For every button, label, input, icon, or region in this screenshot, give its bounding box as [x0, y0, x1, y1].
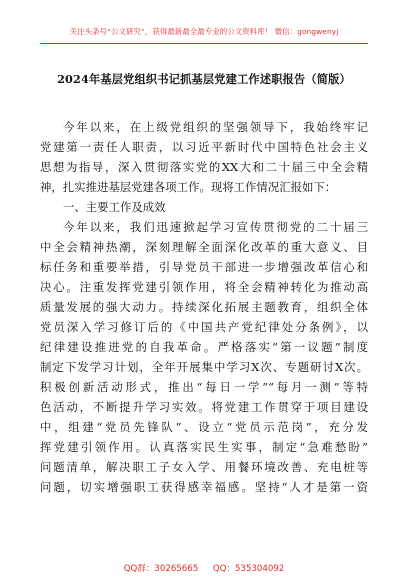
header-notice: 关注头条号“公文研究”，获得最新最全最专业的公文资料库！ 微信：gongwenyj	[69, 27, 339, 36]
header-divider	[40, 43, 368, 44]
document-title: 2024年基层党组织书记抓基层党建工作述职报告（简版）	[57, 72, 351, 86]
paragraph-line: 今年以来，在上级党组织的坚强领导下，我始终牢记	[63, 120, 368, 134]
paragraph-line: 决心。注重发挥党建引领作用，将全会精神转化为推动高	[40, 280, 368, 294]
document-body	[40, 117, 368, 497]
paragraph-line: 积极创新活动形式，推出“每日一学”“每月一测”等特	[40, 380, 368, 394]
paragraph-line: 党建第一责任人职责，以习近平新时代中国特色社会主义	[40, 140, 368, 154]
paragraph-line: 标任务和重要举措，引导党员干部进一步增强改革信心和	[40, 260, 368, 274]
paragraph-line: 问题，切实增强职工获得感幸福感。坚持“人才是第一资	[40, 480, 368, 494]
paragraph-line: 挥党建引领作用。认真落实民生实事，制定“急难愁盼”	[40, 440, 368, 454]
paragraph-line: 色活动，不断提升学习实效。将党建工作贯穿于项目建设	[40, 400, 368, 414]
footer-contact	[0, 562, 408, 574]
paragraph-line: 质量发展的强大动力。持续深化拓展主题教育，组织全体	[40, 300, 368, 314]
paragraph-line: 神，扎实推进基层党建各项工作。现将工作情况汇报如下：	[40, 180, 337, 194]
paragraph-line: 制定下发学习计划，全年开展集中学习X次、专题研讨X次。	[40, 360, 368, 374]
footer-qq-number: QQ：535304092	[212, 564, 285, 574]
paragraph-line: 今年以来，我们迅速掀起学习宣传贯彻党的二十届三	[63, 220, 368, 234]
paragraph-line: 中全会精神热潮，深刻理解全面深化改革的重大意义、目	[40, 240, 368, 254]
paragraph-line: 党员深入学习修订后的《中国共产党纪律处分条例》，以	[40, 320, 368, 334]
paragraph-line: 思想为指导，深入贯彻落实党的XX大和二十届三中全会精	[40, 160, 368, 174]
paragraph-line: 中，组建“党员先锋队”、设立“党员示范岗”，充分发	[40, 420, 368, 434]
paragraph-line: 问题清单，解决职工子女入学、用餐环境改善、充电桩等	[40, 460, 368, 474]
footer-qq-group: QQ群：30265665	[123, 564, 199, 574]
paragraph-line: 纪律建设推进党的自我革命。严格落实“第一议题”制度	[40, 340, 368, 354]
section-heading: 一、主要工作及成效	[63, 200, 166, 214]
